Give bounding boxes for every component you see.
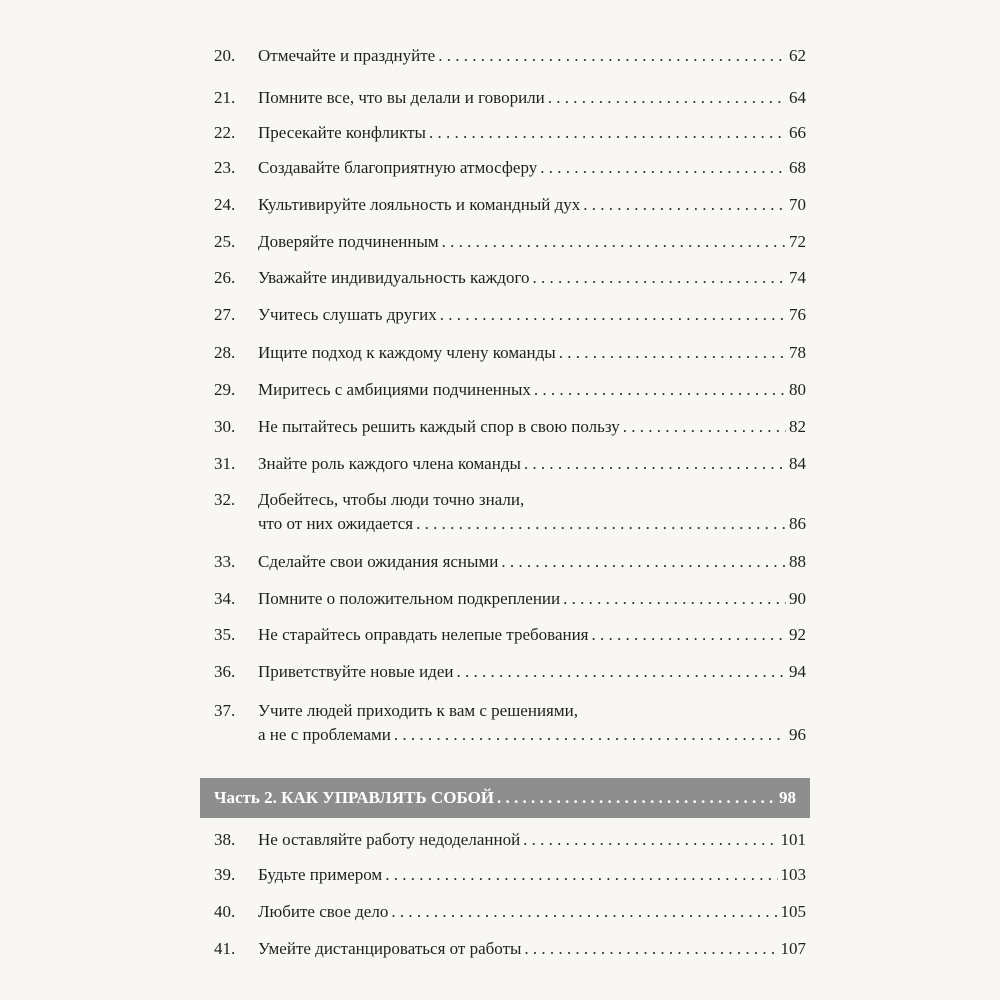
toc-entry <box>214 156 806 180</box>
dot-leader <box>440 303 786 327</box>
dot-leader <box>623 415 786 439</box>
entry-title-continuation: что от них ожидается <box>258 514 414 533</box>
entry-page-number: 64 <box>789 88 806 107</box>
toc-entry <box>214 828 806 852</box>
entry-number: 31. <box>214 454 236 473</box>
entry-page-number: 96 <box>789 725 806 744</box>
toc-entry <box>214 193 806 217</box>
dot-leader <box>563 587 786 611</box>
toc-entry <box>214 863 806 887</box>
entry-number: 32. <box>214 490 236 509</box>
toc-entry <box>214 415 806 439</box>
toc-entry <box>214 378 806 402</box>
dot-leader <box>429 121 786 145</box>
entry-number: 23. <box>214 158 236 177</box>
entry-page-number: 101 <box>780 830 806 849</box>
entry-title: Умейте дистанцироваться от работы <box>258 939 522 958</box>
entry-number: 37. <box>214 701 236 720</box>
toc-entry <box>214 660 806 684</box>
entry-page-number: 66 <box>789 123 806 142</box>
entry-page-number: 80 <box>789 380 806 399</box>
entry-page-number: 86 <box>789 514 806 533</box>
toc-entry <box>214 44 806 68</box>
entry-number: 20. <box>214 46 236 65</box>
entry-title: Миритесь с амбициями подчиненных <box>258 380 531 399</box>
entry-number: 35. <box>214 625 236 644</box>
dot-leader <box>523 828 777 852</box>
entry-title: Не оставляйте работу недоделанной <box>258 830 521 849</box>
dot-leader <box>540 156 786 180</box>
dot-leader <box>394 723 786 747</box>
dot-leader <box>534 378 786 402</box>
dot-leader <box>524 937 777 961</box>
entry-title: Не пытайтесь решить каждый спор в свою пользу <box>258 417 620 436</box>
dot-leader <box>583 193 786 217</box>
entry-title: Добейтесь, чтобы люди точно знали, <box>258 490 525 509</box>
dot-leader <box>391 900 777 924</box>
entry-page-number: 82 <box>789 417 806 436</box>
entry-number: 40. <box>214 902 236 921</box>
entry-number: 41. <box>214 939 236 958</box>
entry-page-number: 103 <box>780 865 806 884</box>
entry-number: 24. <box>214 195 236 214</box>
part-page-number: 98 <box>779 788 796 807</box>
dot-leader <box>442 230 786 254</box>
dot-leader <box>497 788 776 808</box>
toc-entry <box>214 303 806 327</box>
dot-leader <box>559 341 786 365</box>
entry-page-number: 92 <box>789 625 806 644</box>
part-heading-label: Часть 2. КАК УПРАВЛЯТЬ СОБОЙ <box>214 788 495 807</box>
entry-title: Пресекайте конфликты <box>258 123 426 142</box>
entry-title: Ищите подход к каждому члену команды <box>258 343 556 362</box>
entry-title: Культивируйте лояльность и командный дух <box>258 195 581 214</box>
entry-title-continuation: а не с проблемами <box>258 725 391 744</box>
entry-number: 36. <box>214 662 236 681</box>
entry-title: Приветствуйте новые идеи <box>258 662 454 681</box>
toc-entry <box>214 230 806 254</box>
entry-number: 27. <box>214 305 236 324</box>
entry-number: 30. <box>214 417 236 436</box>
entry-page-number: 107 <box>780 939 806 958</box>
entry-page-number: 84 <box>789 454 806 473</box>
entry-page-number: 68 <box>789 158 806 177</box>
toc-entry <box>214 623 806 647</box>
entry-page-number: 62 <box>789 46 806 65</box>
toc-entry <box>214 86 806 110</box>
entry-title: Отмечайте и празднуйте <box>258 46 436 65</box>
entry-page-number: 78 <box>789 343 806 362</box>
entry-title: Доверяйте подчиненным <box>258 232 439 251</box>
entry-number: 29. <box>214 380 236 399</box>
entry-title: Знайте роль каждого члена команды <box>258 454 521 473</box>
entry-number: 28. <box>214 343 236 362</box>
dot-leader <box>533 266 787 290</box>
toc-entry <box>214 550 806 574</box>
entry-number: 39. <box>214 865 236 884</box>
entry-page-number: 76 <box>789 305 806 324</box>
dot-leader <box>385 863 777 887</box>
entry-page-number: 94 <box>789 662 806 681</box>
dot-leader <box>592 623 786 647</box>
entry-number: 38. <box>214 830 236 849</box>
dot-leader <box>501 550 786 574</box>
entry-number: 26. <box>214 268 236 287</box>
entry-page-number: 90 <box>789 589 806 608</box>
toc-entry <box>214 900 806 924</box>
toc-entry <box>214 488 806 536</box>
entry-title: Уважайте индивидуальность каждого <box>258 268 530 287</box>
dot-leader <box>548 86 786 110</box>
entry-title: Любите свое дело <box>258 902 389 921</box>
toc-entry <box>214 937 806 961</box>
dot-leader <box>524 452 786 476</box>
entry-title: Помните все, что вы делали и говорили <box>258 88 545 107</box>
entry-page-number: 105 <box>780 902 806 921</box>
entry-title: Не старайтесь оправдать нелепые требования <box>258 625 589 644</box>
toc-entry <box>214 266 806 290</box>
dot-leader <box>416 512 786 536</box>
entry-page-number: 70 <box>789 195 806 214</box>
entry-title: Будьте примером <box>258 865 383 884</box>
entry-title: Учитесь слушать других <box>258 305 437 324</box>
entry-page-number: 72 <box>789 232 806 251</box>
entry-number: 33. <box>214 552 236 571</box>
part-heading-bar <box>200 778 810 818</box>
entry-title: Учите людей приходить к вам с решениями, <box>258 701 578 720</box>
dot-leader <box>456 660 786 684</box>
entry-title: Помните о положительном подкреплении <box>258 589 561 608</box>
entry-number: 34. <box>214 589 236 608</box>
dot-leader <box>438 44 786 68</box>
toc-entry <box>214 452 806 476</box>
toc-entry <box>214 121 806 145</box>
entry-title: Создавайте благоприятную атмосферу <box>258 158 538 177</box>
entry-number: 25. <box>214 232 236 251</box>
entry-title: Сделайте свои ожидания ясными <box>258 552 499 571</box>
entry-page-number: 74 <box>789 268 806 287</box>
toc-entry <box>214 699 806 747</box>
toc-entry <box>214 587 806 611</box>
entry-number: 21. <box>214 88 236 107</box>
entry-page-number: 88 <box>789 552 806 571</box>
entry-number: 22. <box>214 123 236 142</box>
toc-entry <box>214 341 806 365</box>
